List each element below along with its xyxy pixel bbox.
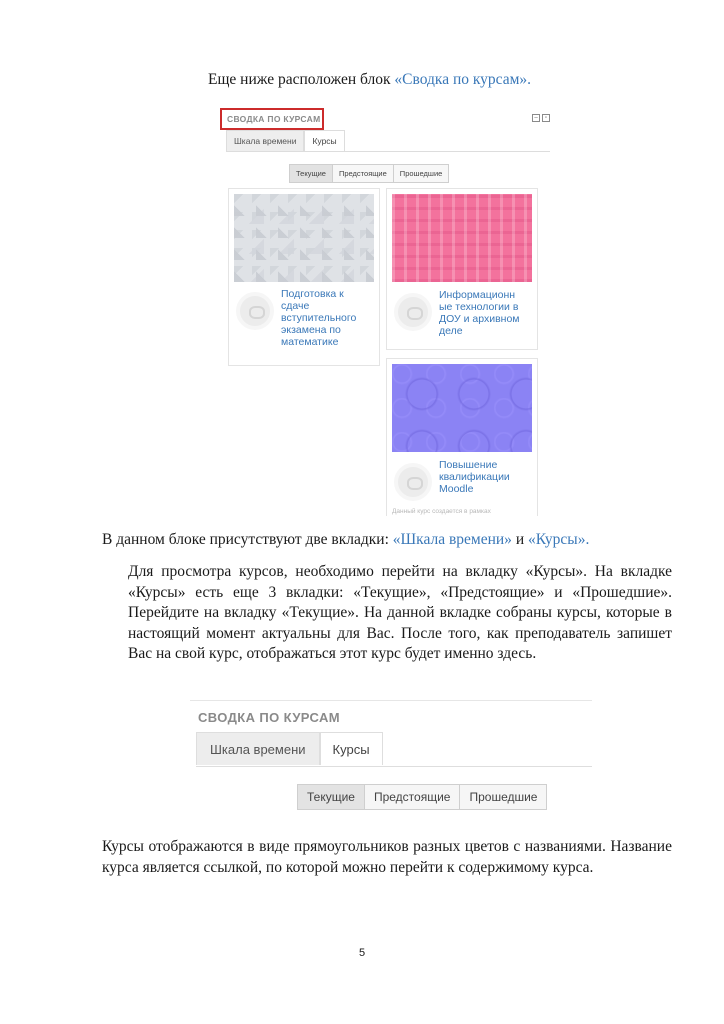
course-card[interactable]	[228, 188, 380, 366]
course-image[interactable]	[392, 364, 532, 452]
filter-current-button[interactable]: Текущие	[297, 784, 365, 810]
course-summary: Данный курс создается в рамках	[392, 508, 491, 515]
block-top-border	[190, 700, 592, 701]
course-card[interactable]	[386, 358, 538, 516]
courses-description-paragraph: Курсы отображаются в виде прямоугольников разных цветов с названиями. Название курса является ссылкой, по которой можно перейти к содержимому курса.	[102, 838, 672, 876]
tabs-divider	[196, 766, 592, 767]
tabs-description: В данном блоке присутствуют две вкладки: «Шкала времени» и «Курсы».	[102, 531, 590, 548]
course-image[interactable]	[392, 194, 532, 282]
block-tabs	[196, 732, 383, 765]
page-number: 5	[358, 947, 366, 959]
block-title-highlight	[220, 108, 324, 130]
courses-tab-link[interactable]: «Курсы».	[527, 531, 590, 548]
course-filter-group	[290, 164, 449, 183]
course-title-link[interactable]: Информационн ые технологии в ДОУ и архивном деле	[439, 289, 520, 337]
course-title-link[interactable]: Подготовка к сдаче вступительного экзамена по математике	[281, 288, 357, 348]
filter-upcoming-button[interactable]: Предстоящие	[364, 784, 461, 810]
block-tabs	[226, 130, 345, 152]
filter-current-button[interactable]: Текущие	[289, 164, 333, 183]
block-title: СВОДКА ПО КУРСАМ	[227, 114, 321, 124]
course-icon	[394, 293, 432, 331]
intro-text: Еще ниже расположен блок	[208, 71, 395, 88]
filter-upcoming-button[interactable]: Предстоящие	[332, 164, 394, 183]
block-title: СВОДКА ПО КУРСАМ	[198, 710, 341, 725]
course-filter-group	[298, 784, 547, 810]
collapse-icon[interactable]: –	[532, 114, 540, 122]
tab-courses[interactable]: Курсы	[304, 130, 344, 152]
tabs-filter-screenshot	[190, 700, 592, 820]
filter-past-button[interactable]: Прошедшие	[459, 784, 547, 810]
tabs-divider	[226, 151, 550, 152]
tab-timeline[interactable]: Шкала времени	[196, 732, 320, 765]
course-icon	[394, 463, 432, 501]
instructions-paragraph: Для просмотра курсов, необходимо перейти на вкладку «Курсы». На вкладке «Курсы» есть еще 3 вкладки: «Текущие», «Предстоящие» и «Прошедшие». Перейдите на вкладку «Текущие». На данной вкладке собраны курсы, которые в настоящий момент актуальны для Вас. После того, как преподаватель запишет Вас на свой курс, отображаться этот курс будет именно здесь.	[128, 563, 672, 662]
course-card[interactable]	[386, 188, 538, 350]
tab-timeline[interactable]: Шкала времени	[226, 130, 304, 152]
block-controls	[532, 114, 550, 122]
course-title-link[interactable]: Повышение квалификации Moodle	[439, 459, 510, 495]
intro-line	[208, 70, 531, 90]
dock-icon[interactable]: ▫	[542, 114, 550, 122]
filter-past-button[interactable]: Прошедшие	[393, 164, 450, 183]
course-overview-screenshot	[216, 102, 560, 516]
dashboard-block-link[interactable]: «Сводка по курсам».	[394, 71, 532, 88]
course-image[interactable]	[234, 194, 374, 282]
tab-courses[interactable]: Курсы	[320, 732, 383, 765]
course-icon	[236, 292, 274, 330]
timeline-tab-link[interactable]: «Шкала времени»	[392, 531, 512, 548]
